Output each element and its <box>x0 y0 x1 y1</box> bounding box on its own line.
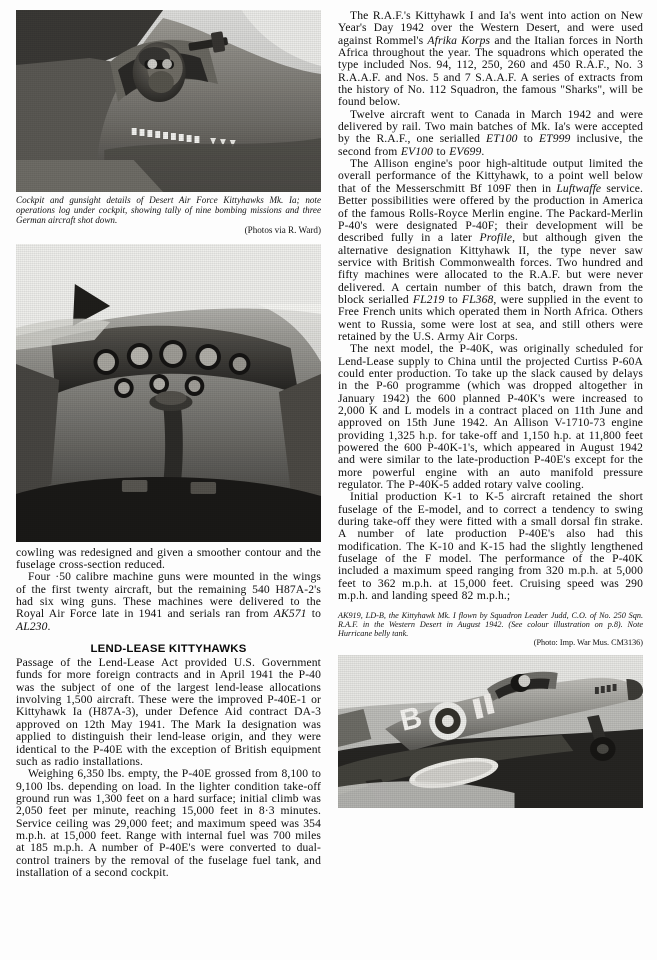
spacer <box>338 603 643 608</box>
caption-cockpit-gunsight <box>16 195 321 236</box>
kittyhawk-ld-b-photo <box>338 655 643 808</box>
paragraph-text: Four ·50 calibre machine guns were mounted in the wings of the first twenty aircraft, but the remaining 540 H87A-2's had six wing guns. These machines were delivered to the Royal Air Force late in 1941 and serials ran from AK571 to AL230. <box>16 570 322 633</box>
cockpit-interior-photo <box>16 244 321 542</box>
section-heading-lend-lease: LEND-LEASE KITTYHAWKS <box>90 643 247 656</box>
paragraph-k1-k5-production: Initial production K-1 to K-5 aircraft retained the short fuselage of the E-model, and to correct a tendency to swing during take-off they were fitted with a small dorsal fin strake. A number of late production P-40E's also had this modification. The K-10 and K-15 had the slightly lengthened fuselage of the F model. The performance of the P-40K included a maximum speed ranging from 320 m.p.h. at 5,000 feet to 362 m.p.h. at 15,000 feet. Cruising speed was 290 m.p.h. and landing speed 82 m.p.h.; <box>338 490 643 603</box>
caption-kittyhawk-ld-b <box>338 611 643 649</box>
caption-credit: (Photos via R. Ward) <box>244 225 321 236</box>
paragraph-cowling: cowling was redesigned and given a smoother contour and the fuselage cross-section reduced. <box>16 545 321 572</box>
left-column-filler <box>16 879 321 954</box>
caption-credit: (Photo: Imp. War Mus. CM3136) <box>533 638 643 648</box>
photo-grain <box>338 655 643 808</box>
caption-text: Cockpit and gunsight details of Desert Air Force Kittyhawks Mk. Ia; note operations log under cockpit, showing tally of nine bombing missions and three German aircraft shot down. <box>16 195 321 226</box>
paragraph-machine-guns <box>16 571 321 633</box>
left-column <box>16 10 321 954</box>
paragraph-weights-performance: Weighing 6,350 lbs. empty, the P-40E grossed from 8,100 to 9,100 lbs. depending on load. In the lighter condition take-off ground run was 1,300 feet on a hard surface; initial climb was 2,050 feet per minute, reaching 15,000 feet in 8·3 minutes. Service ceiling was 29,000 feet; and maximum speed was 354 m.p.h. at 15,000 feet. Range with internal fuel was 700 miles at 185 m.p.h. A number of P-40E's were converted to dual-control trainers by the removal of the fuselage fuel tank, and installation of a second cockpit. <box>16 767 321 879</box>
paragraph-p40k-contract: The next model, the P-40K, was originally scheduled for Lend-Lease supply to China until the projected Curtiss P-60A could enter production. To take up the slack caused by delays in the P-60 programme (which was dropped altogether in January 1942) the 600 planned P-40K's were increased to 2,000 K and L models in a contract placed on 11th June and approved on 15th June 1942. An Allison V-1710-73 engine providing 1,325 h.p. for take-off and 1,150 h.p. at 11,800 feet powered the 600 P-40K-1's, which appeared in August 1942 and were similar to the late-production P-40E's except for the more powerful engine with an auto manifold pressure regulator. The P-40K-5 added rotary valve cooling. <box>338 342 643 492</box>
photo-grain <box>16 244 321 542</box>
cockpit-and-gunsight-photo <box>16 10 321 192</box>
paragraph-allison-merlin: The Allison engine's poor high-altitude output limited the overall performance of the Kittyhawk, to a point well below that of the Messerschmitt Bf 109F then in Luftwaffe service. Better possibilities were offered by the production in America of the famous Rolls-Royce Merlin engine. The Packard-Merlin P-40's were designated P-40F; their development will be described fully in a later Profile, but although given the alternative designation Kittyhawk II, the type never saw service with British Commonwealth forces. Two hundred and fifty machines were allocated to the R.A.F. but were never delivered. A certain number of this batch, drawn from the block serialled FL219 to FL368, were supplied in the event to Free French units which operated them in North Africa. Others went to Russia, some were lost at sea, and still others were retained by the U.S. Army Air Corps. <box>338 157 644 343</box>
paragraph-canada-serials: Twelve aircraft went to Canada in March 1942 and were delivered by rail. Two main batches of Mk. Ia's were accepted by the R.A.F., one serialled ET100 to ET999 inclusive, the second from EV100 to EV699. <box>338 107 643 158</box>
photo-grain <box>16 10 321 192</box>
caption-text: AK919, LD-B, the Kittyhawk Mk. I flown by Squadron Leader Judd, C.O. of No. 250 Sqn. R.A.F. in the Western Desert in August 1942. (See colour illustration on p.8). Note Hurricane belly tank. <box>338 610 643 639</box>
right-column <box>338 10 643 954</box>
paragraph-lend-lease-act: Passage of the Lend-Lease Act provided U.S. Government funds for more foreign contracts and in April 1941 the P-40 was the subject of one of the largest lend-lease allocations involving 1,500 aircraft. These were the improved P-40E-1 or Kittyhawk Ia (H87A-3), under Defence Aid contract DA-3 approved on 12th May 1941. The Mark Ia designation was applied to distinguish their lend-lease origin, and they were identical to the P-40E with the exception of British equipment such as radio installations. <box>16 656 321 768</box>
paragraph-raf-kittyhawk-action: The R.A.F.'s Kittyhawk I and Ia's went into action on New Year's Day 1942 over the Western Desert, and were used against Rommel's Afrika Korps and the Italian forces in North Africa throughout the year. The squadrons which operated the type included Nos. 94, 112, 250, 260 and 450 R.A.F., No. 3 R.A.A.F. and Nos. 5 and 7 S.A.A.F. A series of extracts from the history of No. 112 Squadron, the famous "Sharks", will be found below. <box>338 9 643 109</box>
right-column-filler <box>338 808 643 954</box>
